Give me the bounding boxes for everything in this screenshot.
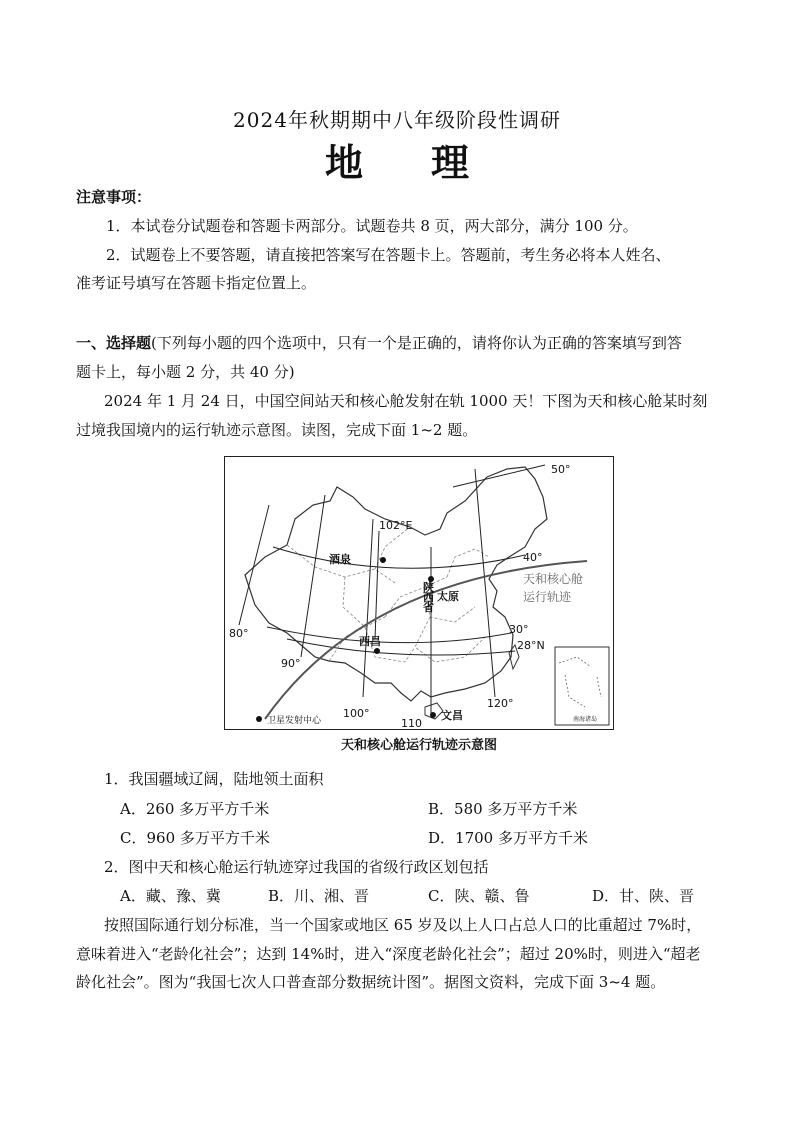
passage-1-line-1: 2024 年 1 月 24 日，中国空间站天和核心舱发射在轨 1000 天！下图为天和核心舱某时刻 bbox=[104, 392, 708, 410]
question-1-stem: 1．我国疆域辽阔，陆地领土面积 bbox=[104, 770, 324, 788]
label-xichang: 西昌 bbox=[359, 635, 381, 648]
passage-2-line-3: 龄化社会”。图为“我国七次人口普查部分数据统计图”。据图文资料，完成下面 3~4 题。 bbox=[76, 973, 666, 991]
label-lat-40: 40° bbox=[523, 551, 543, 564]
notice-item-2-line-2: 准考证号填写在答题卡指定位置上。 bbox=[76, 274, 317, 292]
question-2-option-b: B．川、湘、晋 bbox=[268, 887, 370, 905]
section-instruction-line-2: 题卡上，每小题 2 分，共 40 分) bbox=[76, 363, 295, 381]
parallel-50 bbox=[453, 465, 545, 487]
meridian-100 bbox=[363, 519, 373, 697]
notice-item-1: 1．本试卷分试题卷和答题卡两部分。试题卷共 8 页，两大部分，满分 100 分。 bbox=[106, 217, 638, 235]
question-2-option-a: A．藏、豫、冀 bbox=[120, 887, 221, 905]
subject-title: 地理 bbox=[324, 140, 537, 185]
xichang-marker bbox=[374, 648, 380, 654]
label-lon-120: 120° bbox=[487, 697, 514, 710]
legend-marker bbox=[256, 716, 262, 722]
section-heading: 一、选择题 bbox=[76, 334, 152, 352]
question-1-option-a: A．260 多万平方千米 bbox=[120, 800, 270, 818]
label-lat-30: 30° bbox=[509, 623, 529, 636]
question-1-option-b: B．580 多万平方千米 bbox=[428, 800, 578, 818]
exam-title: 2024年秋期期中八年级阶段性调研 bbox=[233, 108, 561, 132]
parallel-40 bbox=[273, 547, 525, 568]
south-sea-inset bbox=[555, 647, 609, 725]
passage-2-line-2: 意味着进入“老龄化社会”；达到 14%时，进入“深度老龄化社会”；超过 20%时，则进入“超老 bbox=[76, 945, 701, 963]
map-caption: 天和核心舱运行轨迹示意图 bbox=[340, 738, 497, 753]
label-taiyuan: 太原 bbox=[437, 590, 459, 603]
meridian-80 bbox=[239, 505, 269, 625]
meridian-90 bbox=[301, 495, 325, 657]
question-1-option-c: C．960 多万平方千米 bbox=[120, 829, 270, 847]
label-shaanxi-2: 西 bbox=[423, 591, 434, 604]
meridian-102 bbox=[375, 531, 379, 639]
label-shaanxi-1: 陕 bbox=[423, 581, 434, 594]
question-2-stem: 2．图中天和核心舱运行轨迹穿过我国的省级行政区划包括 bbox=[104, 858, 489, 876]
label-lon-90: 90° bbox=[281, 657, 301, 670]
label-orbit-line-1: 天和核心舱 bbox=[523, 572, 584, 586]
passage-2-line-1: 按照国际通行划分标准，当一个国家或地区 65 岁及以上人口占总人口的比重超过 7%时， bbox=[104, 916, 702, 934]
wenchang-marker bbox=[430, 712, 436, 718]
label-lon-102: 102°E bbox=[379, 519, 413, 532]
notice-heading: 注意事项： bbox=[76, 188, 152, 206]
question-2-option-d: D．甘、陕、晋 bbox=[592, 887, 695, 905]
label-lon-100: 100° bbox=[343, 707, 370, 720]
section-instruction-line-1 bbox=[76, 333, 682, 353]
passage-1-line-2: 过境我国境内的运行轨迹示意图。读图，完成下面 1~2 题。 bbox=[76, 421, 478, 439]
label-jiuquan: 酒泉 bbox=[329, 553, 351, 566]
orbit-map bbox=[224, 456, 614, 730]
section-instruction: (下列每小题的四个选项中，只有一个是正确的，请将你认为正确的答案填写到答 bbox=[151, 334, 682, 352]
label-lon-110: 110 bbox=[401, 717, 422, 729]
label-orbit-line-2: 运行轨迹 bbox=[523, 590, 572, 604]
label-lat-28: 28°N bbox=[517, 639, 545, 652]
label-wenchang: 文昌 bbox=[441, 709, 463, 722]
label-lat-50: 50° bbox=[551, 463, 571, 476]
inset-label: 南海诸岛 bbox=[573, 716, 598, 723]
jiuquan-marker bbox=[380, 557, 386, 563]
label-lon-80: 80° bbox=[229, 627, 249, 640]
notice-item-2-line-1: 2．试题卷上不要答题，请直接把答案写在答题卡上。答题前，考生务必将本人姓名、 bbox=[106, 246, 671, 264]
question-2-option-c: C．陕、赣、鲁 bbox=[428, 887, 530, 905]
label-shaanxi-3: 省 bbox=[423, 601, 434, 614]
question-1-option-d: D．1700 多万平方千米 bbox=[428, 829, 588, 847]
legend-label: 卫星发射中心 bbox=[267, 716, 322, 726]
orbit-map-svg bbox=[225, 457, 613, 729]
